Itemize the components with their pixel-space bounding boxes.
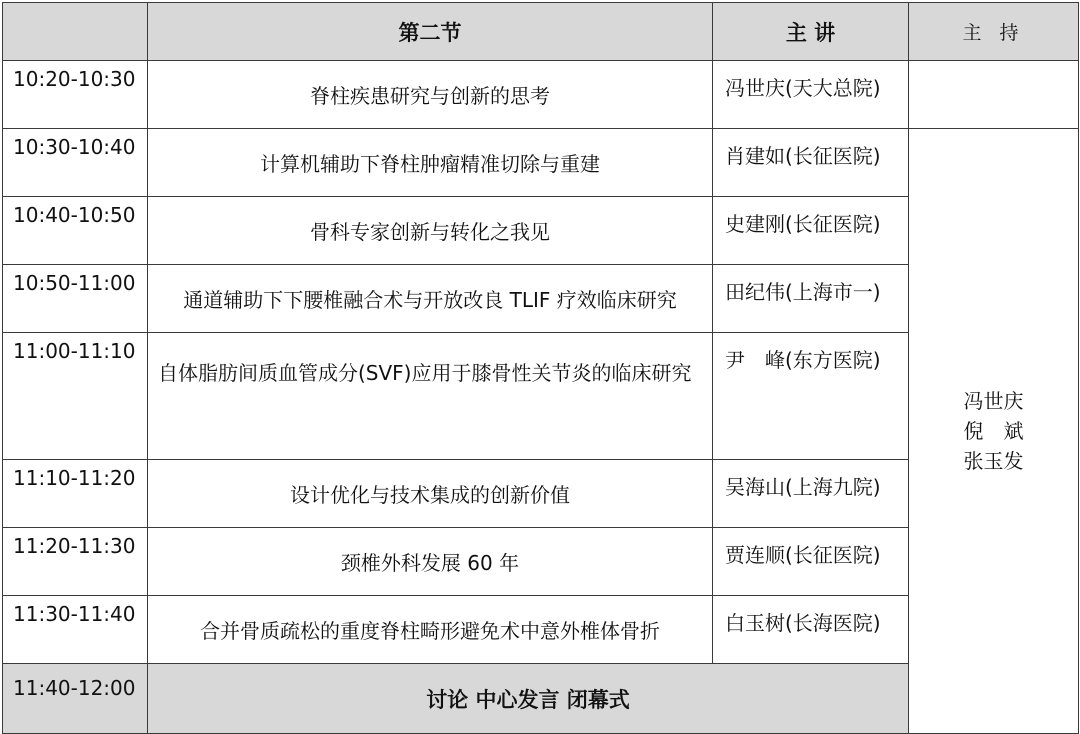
topic-cell: 骨科专家创新与转化之我见 <box>148 197 713 265</box>
speaker-cell: 白玉树(长海医院) <box>713 596 909 664</box>
header-row <box>3 3 1079 61</box>
speaker-header: 主 讲 <box>713 3 909 61</box>
topic-cell: 计算机辅助下脊柱肿瘤精准切除与重建 <box>148 129 713 197</box>
host-name: 倪 斌 <box>963 419 1024 443</box>
topic-cell: 脊柱疾患研究与创新的思考 <box>148 61 713 129</box>
speaker-cell: 贾连顺(长征医院) <box>713 528 909 596</box>
time-cell: 10:50-11:00 <box>3 265 148 333</box>
time-cell: 11:20-11:30 <box>3 528 148 596</box>
host-name: 冯世庆 <box>963 389 1024 413</box>
host-cell <box>909 129 1079 734</box>
time-cell: 11:30-11:40 <box>3 596 148 664</box>
host-name: 张玉发 <box>963 449 1024 473</box>
speaker-cell: 冯世庆(天大总院) <box>713 61 909 129</box>
schedule-table <box>2 2 1079 734</box>
topic-cell: 设计优化与技术集成的创新价值 <box>148 460 713 528</box>
host-empty-cell <box>909 61 1079 129</box>
host-header: 主 持 <box>909 3 1079 61</box>
topic-cell: 自体脂肪间质血管成分(SVF)应用于膝骨性关节炎的临床研究 <box>148 333 713 460</box>
section-title: 第二节 <box>148 3 713 61</box>
topic-cell: 通道辅助下下腰椎融合术与开放改良 TLIF 疗效临床研究 <box>148 265 713 333</box>
topic-cell: 颈椎外科发展 60 年 <box>148 528 713 596</box>
time-cell: 10:40-10:50 <box>3 197 148 265</box>
time-cell: 10:30-10:40 <box>3 129 148 197</box>
speaker-cell: 肖建如(长征医院) <box>713 129 909 197</box>
time-cell: 11:00-11:10 <box>3 333 148 460</box>
speaker-cell: 田纪伟(上海市一) <box>713 265 909 333</box>
time-cell: 11:10-11:20 <box>3 460 148 528</box>
speaker-cell: 尹 峰(东方医院) <box>713 333 909 460</box>
time-cell: 11:40-12:00 <box>3 664 148 734</box>
speaker-cell: 史建刚(长征医院) <box>713 197 909 265</box>
time-header-cell <box>3 3 148 61</box>
time-cell: 10:20-10:30 <box>3 61 148 129</box>
topic-cell: 合并骨质疏松的重度脊柱畸形避免术中意外椎体骨折 <box>148 596 713 664</box>
table-row <box>3 129 1079 197</box>
speaker-cell: 吴海山(上海九院) <box>713 460 909 528</box>
closing-title: 讨论 中心发言 闭幕式 <box>148 664 909 734</box>
table-row <box>3 61 1079 129</box>
